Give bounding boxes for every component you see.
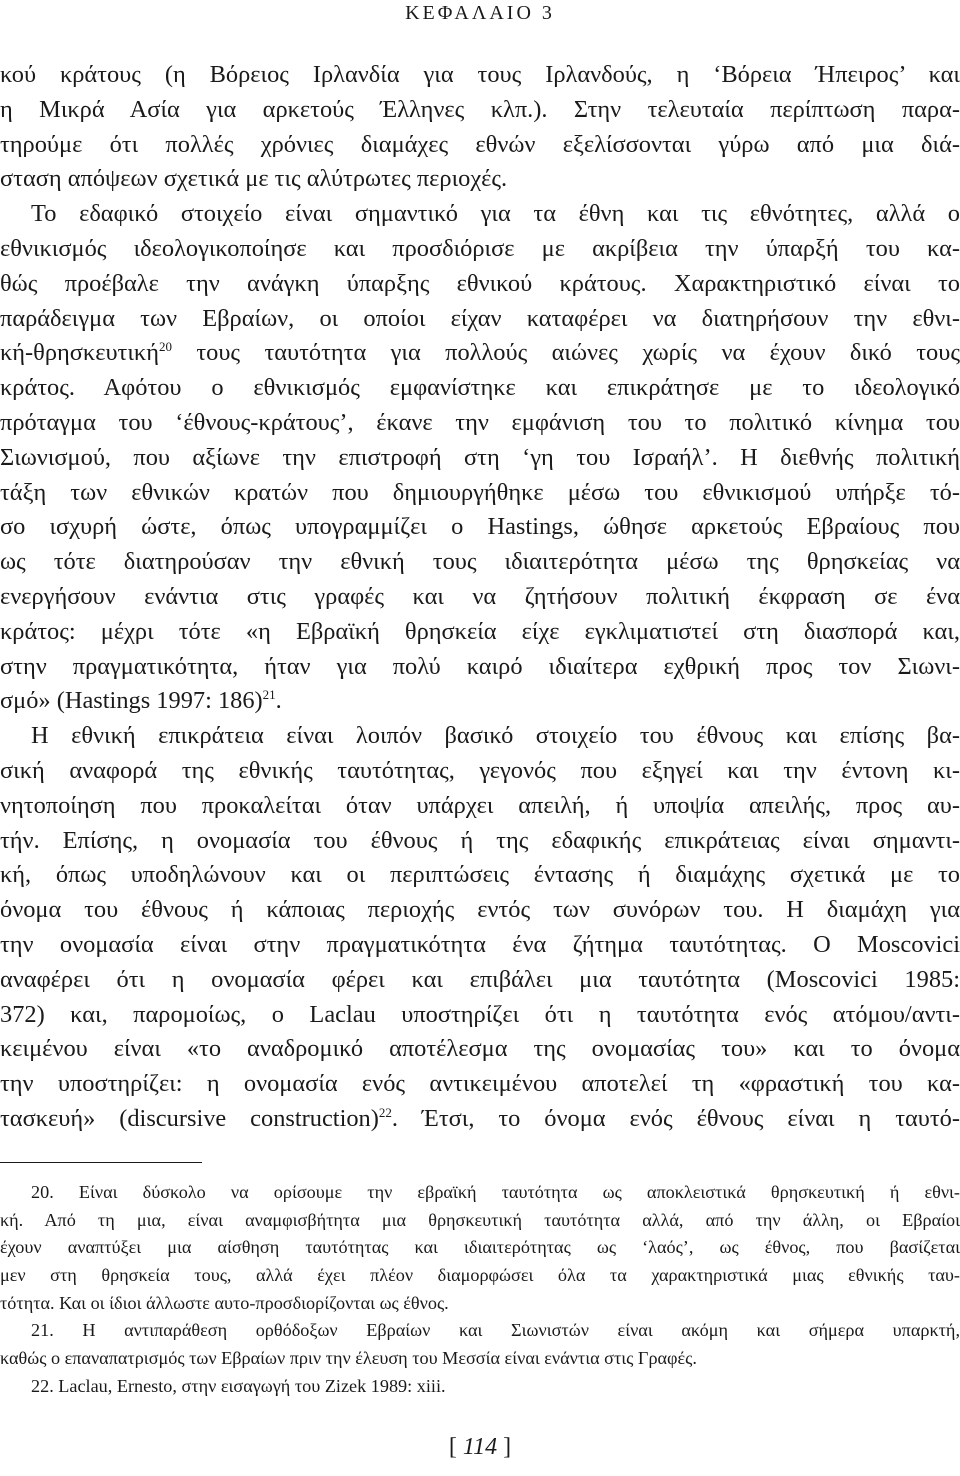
body-line: την υποστηρίζει: η ονομασία ενός αντικειμένου αποτελεί τη «φραστική του κα-: [0, 1070, 960, 1098]
body-line: εθνικισμός ιδεολογικοποίησε και προσδιόρισε με ακρίβεια την ύπαρξή του κα-: [0, 234, 960, 262]
footnote-line: 21. Η αντιπαράθεση ορθόδοξων Εβραίων και Σιωνιστών είναι ακόμη και σήμερα υπαρκτή,: [31, 1320, 960, 1341]
body-text-segment: .: [275, 687, 282, 715]
body-line: παράδειγμα των Εβραίων, οι οποίοι είχαν καταφέρει να διατηρήσουν την εθνι-: [0, 304, 960, 332]
body-line: αναφέρει ότι η ονομασία φέρει και επιβάλει μια ταυτότητα (Moscovici 1985:: [0, 965, 960, 993]
body-text-segment: σμό» (Hastings 1997: 186): [0, 687, 263, 715]
body-text-segment: κή-θρησκευτική: [0, 339, 159, 367]
body-line: τάξη των εθνικών κρατών που δημιουργήθηκε μέσω του εθνικισμού υπήρξε τό-: [0, 478, 960, 506]
body-text-segment: . Έτσι, το όνομα ενός έθνους είναι η ταυτό-: [391, 1104, 960, 1132]
footnote-line: καθώς ο επαναπατρισμός των Εβραίων πριν την έλευση του Μεσσία είναι ενάντια στις Γραφές.: [0, 1348, 697, 1369]
footnotes: [0, 1179, 960, 1401]
body-line: 372) και, παρομοίως, ο Laclau υποστηρίζει ότι η ταυτότητα ενός ατόμου/αντι-: [0, 1000, 960, 1028]
body-text-segment: τασκευή» (discursive construction): [0, 1104, 379, 1132]
page-number-open-bracket: [: [448, 1434, 457, 1460]
footnote-divider: [0, 1162, 202, 1163]
footnote-line: τότητα. Και οι ίδιοι άλλωστε αυτο-προσδιορίζονται ως έθνος.: [0, 1292, 449, 1313]
footnote-line: έχουν αναπτύξει μια αίσθηση ταυτότητας και ιδιαιτερότητας ως ‘λαός’, ως έθνος, που βασίζεται: [0, 1237, 960, 1258]
footnote-line: μεν στη θρησκεία τους, αλλά έχει πλέον διαμορφώσει όλα τα χαρακτηριστικά μιας εθνικής ταυ-: [0, 1265, 960, 1286]
body-line: σική αναφορά της εθνικής ταυτότητας, γεγονός που εξηγεί και την έντονη κι-: [0, 756, 960, 784]
body-text: [0, 58, 960, 1137]
body-line: σο ισχυρή ώστε, όπως υπογραμμίζει ο Hastings, ώθησε αρκετούς Εβραίους που: [0, 513, 960, 541]
body-line: Σιωνισμού, που αξίωνε την επιστροφή στη ‘γη του Ισραήλ’. Η διεθνής πολιτική: [0, 443, 960, 471]
running-header: ΚΕΦΑΛΑΙΟ 3: [405, 2, 555, 24]
body-line: Το εδαφικό στοιχείο είναι σημαντικό για τα έθνη και τις εθνότητες, αλλά ο: [31, 200, 960, 228]
body-line: σταση απόψεων σχετικά με τις αλύτρωτες περιοχές.: [0, 165, 508, 193]
footnote-line: 22. Laclau, Ernesto, στην εισαγωγή του Zizek 1989: xiii.: [31, 1375, 446, 1396]
body-line: κειμένου είναι «το αναδρομικό αποτέλεσμα της ονομασίας του» και το όνομα: [0, 1035, 960, 1063]
page-number-close-bracket: ]: [503, 1434, 512, 1460]
footnote-ref-21: 21: [262, 687, 276, 703]
body-line: [0, 1102, 960, 1137]
body-line: τήν. Επίσης, η ονομασία του έθνους ή της εδαφικής επικράτειας είναι σημαντι-: [0, 826, 960, 854]
body-line: όνομα του έθνους ή κάποιας περιοχής εντός των συνόρων του. Η διαμάχη για: [0, 896, 960, 924]
footnote-line: κή. Από τη μια, είναι αναμφισβήτητα μια θρησκευτική ταυτότητα αλλά, από την άλλη, οι Εβραίοι: [0, 1209, 960, 1230]
body-line: πρόταγμα του ‘έθνους-κράτους’, έκανε την εμφάνιση του το πολιτικό κίνημα του: [0, 408, 960, 436]
body-line: στην πραγματικότητα, ήταν για πολύ καιρό ιδιαίτερα εχθρική προς τον Σιωνι-: [0, 652, 960, 680]
body-line: κή, όπως υποδηλώνουν και οι περιπτώσεις έντασης ή διαμάχης σχετικά με το: [0, 861, 960, 889]
body-line: ενεργήσουν ενάντια στις γραφές και να ζητήσουν πολιτική έκφραση σε ένα: [0, 582, 960, 610]
body-line: ως τότε διατηρούσαν την εθνική τους ιδιαιτερότητα μέσω της θρησκείας να: [0, 548, 960, 576]
footnote-line: 20. Είναι δύσκολο να ορίσουμε την εβραϊκή ταυτότητα ως αποκλειστικά θρησκευτική ή εθνι-: [31, 1182, 960, 1202]
body-line: [0, 684, 960, 719]
page-number-value: 114: [462, 1434, 498, 1460]
body-line: κού κράτους (η Βόρειος Ιρλανδία για τους Ιρλανδούς, η ‘Βόρεια Ήπειρος’ και: [0, 61, 960, 88]
body-line: νητοποίηση που προκαλείται όταν υπάρχει απειλή, ή υποψία απειλής, προς αυ-: [0, 791, 960, 819]
footnote-ref-20: 20: [158, 339, 172, 355]
footnote-ref-22: 22: [378, 1104, 392, 1120]
body-line: [0, 336, 960, 371]
body-line: κράτος: μέχρι τότε «η Εβραϊκή θρησκεία είχε εγκλιματιστεί στη διασπορά και,: [0, 617, 960, 645]
body-text-segment: τους ταυτότητα για πολλούς αιώνες χωρίς να έχουν δικό τους: [171, 339, 960, 367]
page-number: [0, 1434, 960, 1461]
body-line: η Μικρά Ασία για αρκετούς Έλληνες κλπ.). Στην τελευταία περίπτωση παρα-: [0, 95, 960, 123]
body-line: θώς προέβαλε την ανάγκη ύπαρξης εθνικού κράτους. Χαρακτηριστικό είναι το: [0, 269, 960, 297]
body-line: κράτος. Αφότου ο εθνικισμός εμφανίστηκε και επικράτησε με το ιδεολογικό: [0, 374, 960, 402]
body-line: την ονομασία είναι στην πραγματικότητα ένα ζήτημα ταυτότητας. Ο Moscovici: [0, 930, 960, 958]
body-line: τηρούμε ότι πολλές χρόνιες διαμάχες εθνών εξελίσσονται γύρω από μια διά-: [0, 130, 960, 158]
body-line: Η εθνική επικράτεια είναι λοιπόν βασικό στοιχείο του έθνους και επίσης βα-: [31, 722, 960, 750]
